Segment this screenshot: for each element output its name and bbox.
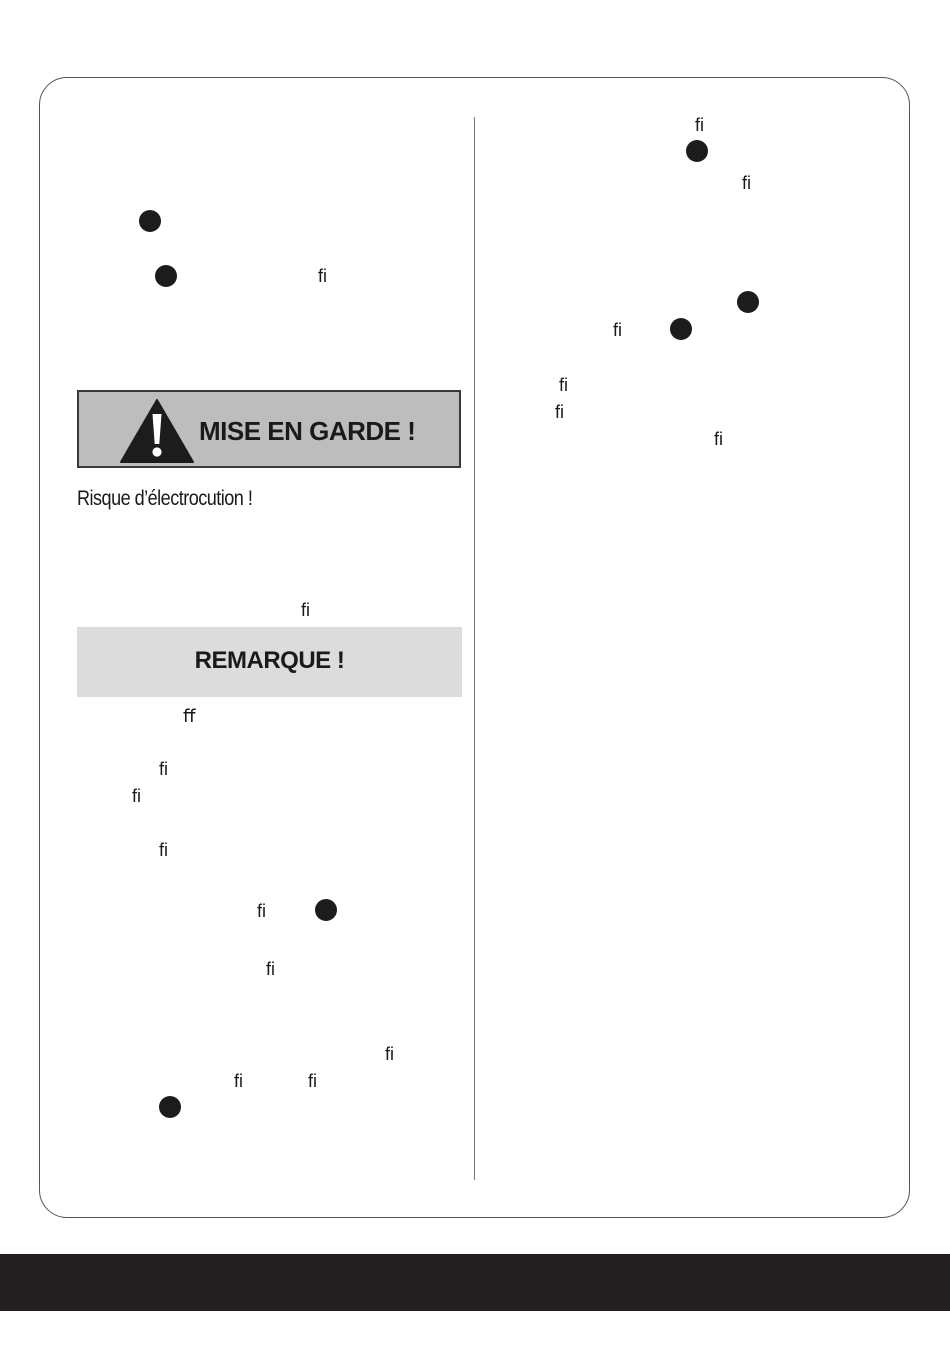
footer-bar xyxy=(0,1254,950,1311)
ligature-fi: ﬁ xyxy=(385,1044,394,1064)
column-divider xyxy=(474,117,475,1180)
ligature-fi: ﬁ xyxy=(257,901,266,921)
ligature-fi: ﬁ xyxy=(301,600,310,620)
ligature-fi: ﬁ xyxy=(308,1071,317,1091)
ligature-fi: ﬁ xyxy=(695,115,704,135)
ligature-fi: ﬁ xyxy=(555,402,564,422)
ligature-fi: ﬁ xyxy=(613,320,622,340)
callout-dot xyxy=(159,1096,181,1118)
ligature-ff: ﬀ xyxy=(183,706,196,726)
note-box xyxy=(77,627,462,697)
callout-dot xyxy=(670,318,692,340)
ligature-fi: ﬁ xyxy=(559,375,568,395)
warning-title: MISE EN GARDE ! xyxy=(199,416,416,446)
note-title: REMARQUE ! xyxy=(194,647,345,674)
warning-triangle-icon xyxy=(119,398,195,464)
callout-dot xyxy=(686,140,708,162)
ligature-fi: ﬁ xyxy=(132,786,141,806)
callout-dot xyxy=(155,265,177,287)
callout-dot xyxy=(737,291,759,313)
ligature-fi: ﬁ xyxy=(318,266,327,286)
callout-dot xyxy=(139,210,161,232)
ligature-fi: ﬁ xyxy=(742,173,751,193)
warning-box xyxy=(77,390,461,468)
risk-text: Risque d’électrocution ! xyxy=(77,487,253,510)
callout-dot xyxy=(315,899,337,921)
ligature-fi: ﬁ xyxy=(159,759,168,779)
ligature-fi: ﬁ xyxy=(234,1071,243,1091)
ligature-fi: ﬁ xyxy=(714,429,723,449)
ligature-fi: ﬁ xyxy=(159,840,168,860)
ligature-fi: ﬁ xyxy=(266,959,275,979)
